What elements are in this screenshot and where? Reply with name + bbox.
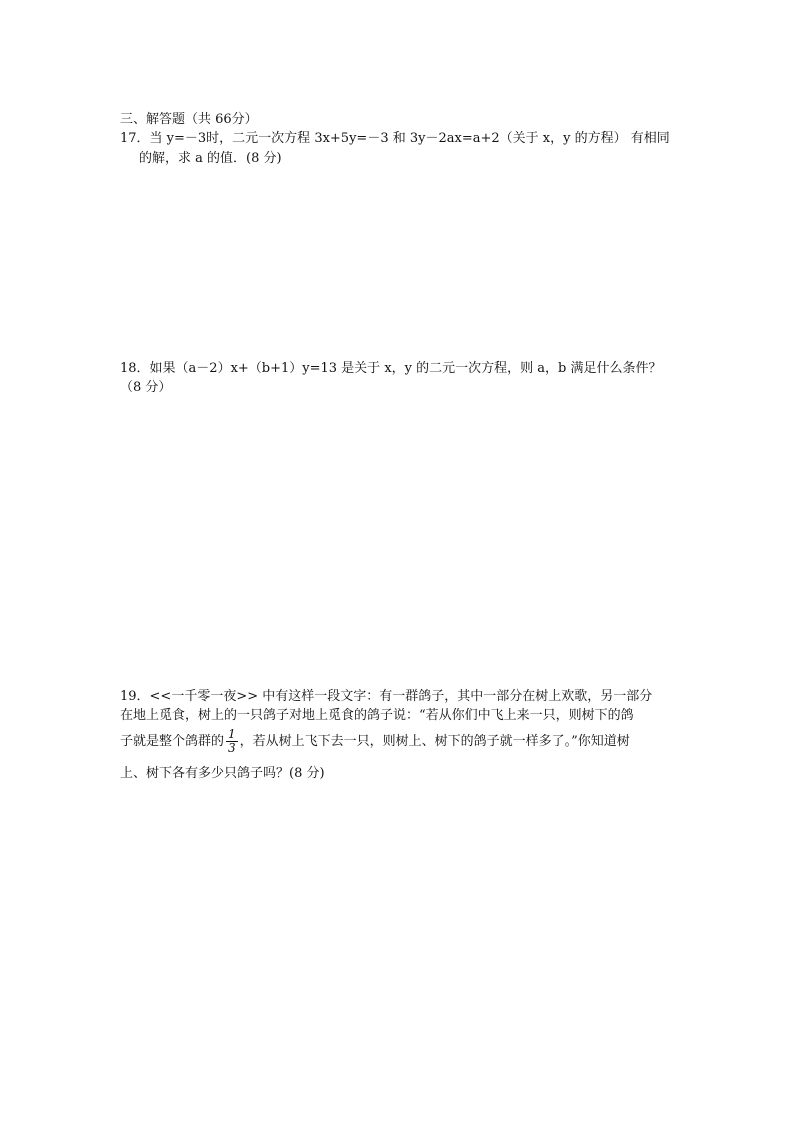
question-19-line-1: 19．<<一千零一夜>> 中有这样一段文字：有一群鸽子，其中一部分在树上欢歌，另一部分 xyxy=(120,689,653,704)
question-19-line-3-after: ，若从树上飞下去一只，则树上、树下的鸽子就一样多了。”你知道树 xyxy=(239,734,630,749)
question-18-line-1: 18．如果（a－2）x+（b+1）y=13 是关于 x，y 的二元一次方程，则 a，b 满足什么条件？ xyxy=(120,361,662,376)
question-19-line-4: 上、树下各有多少只鸽子吗？(8 分) xyxy=(120,766,325,781)
question-19-line-3-before: 子就是整个鸽群的 xyxy=(120,734,225,749)
question-17-line-1: 17．当 y=－3时，二元一次方程 3x+5y=－3 和 3y－2ax=a+2（关于 x，y 的方程） 有相同 xyxy=(120,131,670,146)
fraction-denominator: 3 xyxy=(228,741,236,755)
question-18-line-2: （8 分） xyxy=(120,380,172,395)
question-19-line-3 xyxy=(120,727,630,757)
fraction-one-third xyxy=(226,728,238,755)
fraction-numerator: 1 xyxy=(228,727,236,741)
section-heading: 三、解答题（共 66分） xyxy=(120,112,258,127)
question-19-line-2: 在地上觅食，树上的一只鸽子对地上觅食的鸽子说：“若从你们中飞上来一只，则树下的鸽 xyxy=(120,708,634,723)
question-17-line-2: 的解，求 a 的值．(8 分) xyxy=(139,151,282,166)
